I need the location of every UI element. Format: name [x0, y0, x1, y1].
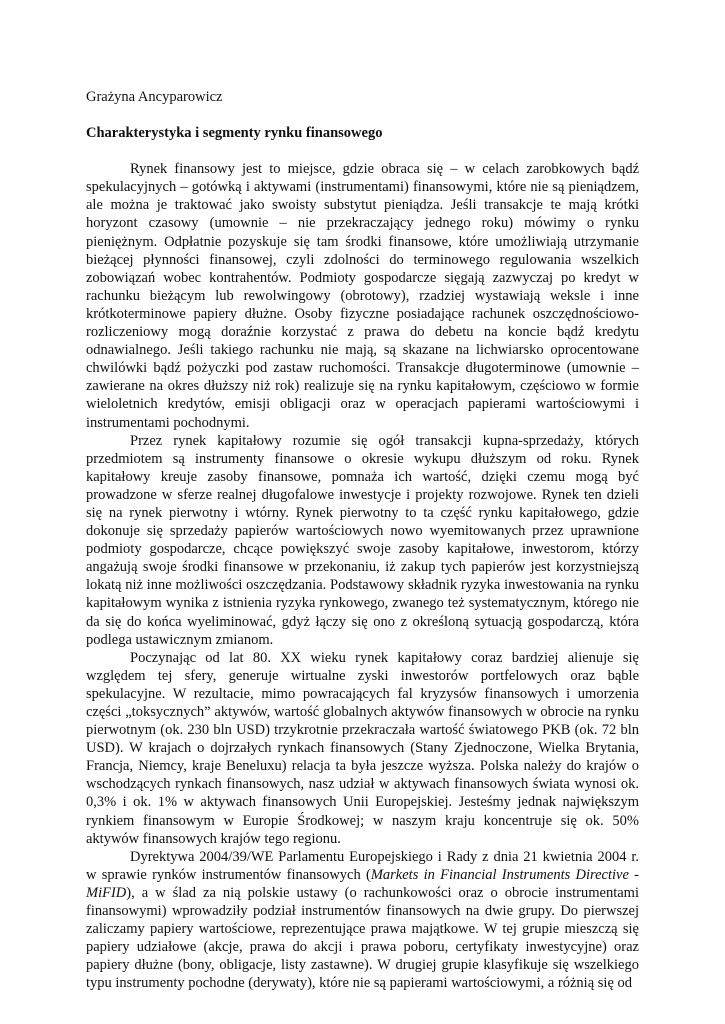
- paragraph-mifid-directive: [86, 848, 639, 993]
- paragraph-capital-market: Przez rynek kapitałowy rozumie się ogół transakcji kupna-sprzedaży, których przedmiotem są instrumenty finansowe o okresie wykupu dłuższym od roku. Rynek kapitałowy kreuje zasoby finansowe, pomnaża ich wartość, dzięki czemu mogą być prowadzone w sferze realnej długofalowe inwestycje i projekty rozwojowe. Rynek ten dzieli się na rynek pierwotny i wtórny. Rynek pierwotny to ta część rynku kapitałowego, gdzie dokonuje się sprzedaży papierów wartościowych nowo wyemitowanych przez uprawnione podmioty gospodarcze, chcące powiększyć swoje zasoby kapitałowe, inwestorom, którzy angażują swoje środki finansowe w przekonaniu, iż zakup tych papierów jest korzystniejszą lokatą niż inne możliwości oszczędzania. Podstawowy składnik ryzyka inwestowania na rynku kapitałowym wynika z istnienia ryzyka rynkowego, zwanego też systematycznym, którego nie da się do końca wyeliminować, gdyż łączy się ono z określoną sytuacją gospodarczą, która podlega ustawicznym zmianom.: [86, 432, 639, 648]
- paragraph-money-market: Rynek finansowy jest to miejsce, gdzie obraca się – w celach zarobkowych bądź spekulacyjnych – gotówką i aktywami (instrumentami) finansowymi, które nie są pieniądzem, ale można je traktować jako swoisty substytut pieniądza. Jeśli transakcje te mają krótki horyzont czasowy (umownie – nie przekraczający jednego roku) mówimy o rynku pieniężnym. Odpłatnie pozyskuje się tam środki finansowe, które umożliwiają utrzymanie bieżącej płynności finansowej, czyli zdolności do terminowego regulowania wszelkich zobowiązań wobec kontrahentów. Podmioty gospodarcze sięgają zazwyczaj po kredyt w rachunku bieżącym lub rewolwingowy (obrotowy), rzadziej wystawiają weksle i inne krótkoterminowe papiery dłużne. Osoby fizyczne posiadające rachunek oszczędnościowo-rozliczeniowy mogą doraźnie korzystać z prawa do debetu na koncie bądź kredytu odnawialnego. Jeśli takiego rachunku nie mają, są skazane na lichwiarsko oprocentowane chwilówki bądź pożyczki pod zastaw ruchomości. Transakcje długoterminowe (umownie – zawierane na okres dłuższy niż rok) realizuje się na rynku kapitałowym, częściowo w formie wieloletnich kredytów, emisji obligacji oraz w operacjach papierami wartościowymi i instrumentami pochodnymi.: [86, 161, 639, 431]
- document-title: Charakterystyka i segmenty rynku finansowego: [86, 125, 383, 142]
- mifid-text-after: ), a w ślad za nią polskie ustawy (o rachunkowości oraz o obrocie instrumentami finansowymi) wprowadziły podział instrumentów finansowych na dwie grupy. Do pierwszej zaliczamy papiery wartościowe, reprezentujące prawa majątkowe. W tej grupie mieszczą się papiery udziałowe (akcje, prawa do akcji i prawa poboru, certyfikaty inwestycyjne) oraz papiery dłużne (bony, obligacje, listy zastawne). W drugiej grupie klasyfikuje się wszelkiego typu instrumenty pochodne (derywaty), które nie są papierami wartościowymi, a różnią się od: [86, 884, 639, 992]
- author-name: Grażyna Ancyparowicz: [86, 89, 223, 105]
- mifid-directive-name: Markets in Financial Instruments Directive - MiFID: [86, 866, 639, 901]
- paragraph-global-assets: Poczynając od lat 80. XX wieku rynek kapitałowy coraz bardziej alienuje się względem tej sfery, generuje wirtualne zyski inwestorów portfelowych oraz bąble spekulacyjne. W rezultacie, mimo powracających fal kryzysów finansowych i umorzenia części „toksycznych” aktywów, wartość globalnych aktywów finansowych w obrocie na rynku pierwotnym (ok. 230 bln USD) trzykrotnie przekraczała wartość światowego PKB (ok. 72 bln USD). W krajach o dojrzałych rynkach finansowych (Stany Zjednoczone, Wielka Brytania, Francja, Niemcy, kraje Beneluxu) relacja ta była jeszcze wyższa. Polska należy do krajów o wschodzących rynkach finansowych, nasz udział w aktywach finansowych świata wynosi ok. 0,3% i ok. 1% w aktywach finansowych Unii Europejskiej. Jesteśmy jednak największym rynkiem finansowym w Europie Środkowej; w naszym kraju koncentruje się ok. 50% aktywów finansowych krajów tego regionu.: [86, 649, 639, 847]
- document-page: [86, 88, 639, 993]
- mifid-text-before: Dyrektywa 2004/39/WE Parlamentu Europejskiego i Rady z dnia 21 kwietnia 2004 r. w sprawie rynków instrumentów finansowych (: [86, 848, 639, 883]
